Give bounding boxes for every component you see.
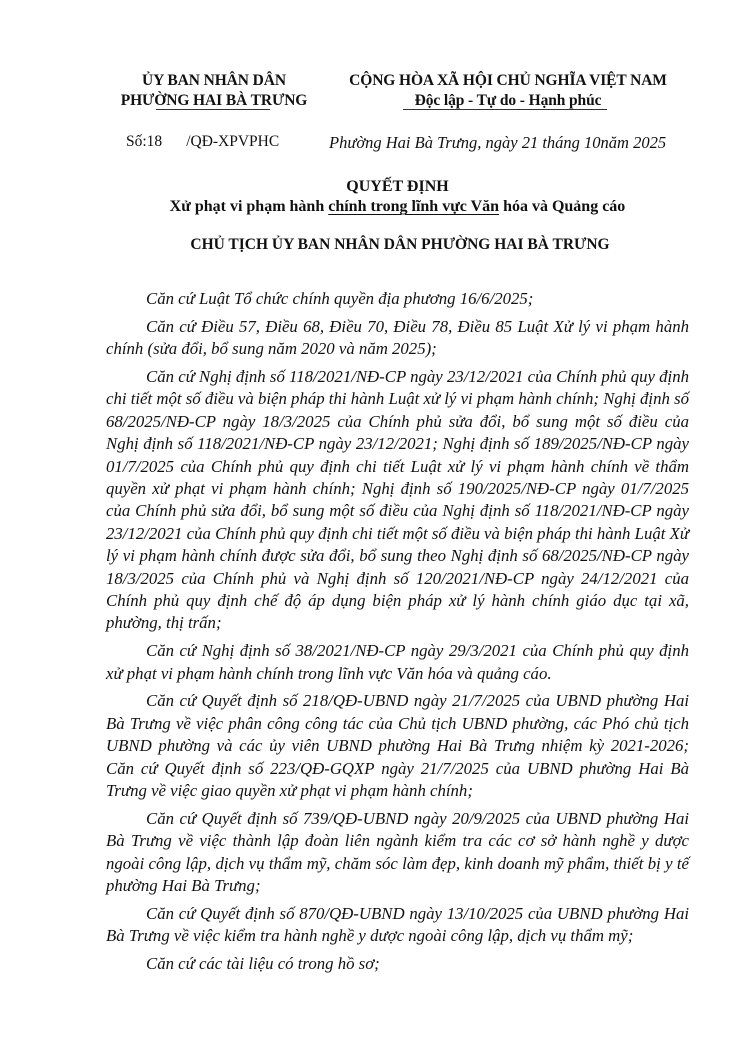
issuing-authority-line1: ỦY BAN NHÂN DÂN	[142, 72, 286, 89]
national-motto	[332, 71, 684, 111]
place-date: Phường Hai Bà Trưng, ngày 21 tháng 10năm 2025	[329, 133, 667, 152]
issuing-authority-line2: PHƯỜNG HAI BÀ TRƯNG	[120, 92, 308, 109]
legal-basis-paragraph: Căn cứ Điều 57, Điều 68, Điều 70, Điều 78, Điều 85 Luật Xử lý vi phạm hành chính (sửa đổi, bổ sung năm 2020 và năm 2025);	[106, 316, 689, 359]
issuing-authority-underline	[156, 109, 270, 110]
legal-basis-paragraph: Căn cứ Nghị định số 38/2021/NĐ-CP ngày 29/3/2021 của Chính phủ quy định xử phạt vi phạm hành chính trong lĩnh vực Văn hóa và quảng cáo.	[106, 641, 689, 683]
reference-number-suffix: /QĐ-XPVPHC	[186, 133, 280, 150]
subtitle-part-3: hóa và Quảng cáo	[499, 198, 626, 215]
reference-number	[126, 133, 279, 151]
subtitle-part-1: Xử phạt vi phạm hành	[169, 198, 329, 215]
reference-number-prefix: Số:18	[126, 133, 163, 150]
legal-basis-paragraph: Căn cứ Luật Tổ chức chính quyền địa phương 16/6/2025;	[146, 289, 534, 308]
motto: Độc lập - Tự do - Hạnh phúc	[414, 92, 602, 109]
legal-basis-paragraph: Căn cứ các tài liệu có trong hồ sơ;	[146, 954, 380, 974]
motto-underline	[403, 109, 607, 110]
issuing-authority	[108, 71, 320, 111]
legal-basis-paragraph: Căn cứ Quyết định số 870/QĐ-UBND ngày 13/10/2025 của UBND phường Hai Bà Trưng về việc kiểm tra hành nghề y dược ngoài công lập, dịch vụ thẩm mỹ;	[106, 903, 689, 946]
subtitle-part-underlined: chính trong lĩnh vực Văn	[328, 198, 500, 215]
document-subtitle	[0, 196, 740, 217]
legal-basis-section	[106, 288, 689, 981]
legal-basis-paragraph: Căn cứ Quyết định số 739/QĐ-UBND ngày 20/9/2025 của UBND phường Hai Bà Trưng về việc thành lập đoàn liên ngành kiểm tra các cơ sở hành nghề y dược ngoài công lập, dịch vụ thẩm mỹ, chăm sóc làm đẹp, kinh doanh mỹ phẩm, thiết bị y tế phường Hai Bà Trưng;	[106, 808, 689, 896]
national-name: CỘNG HÒA XÃ HỘI CHỦ NGHĨA VIỆT NAM	[349, 72, 667, 89]
decision-authority: CHỦ TỊCH ỦY BAN NHÂN DÂN PHƯỜNG HAI BÀ TRƯNG	[190, 236, 610, 253]
document-title: QUYẾT ĐỊNH	[346, 178, 449, 195]
legal-basis-paragraph: Căn cứ Quyết định số 218/QĐ-UBND ngày 21/7/2025 của UBND phường Hai Bà Trưng về việc phân công công tác của Chủ tịch UBND phường, các Phó chủ tịch UBND phường và các ủy viên UBND phường Hai Bà Trưng nhiệm kỳ 2021-2026; Căn cứ Quyết định số 223/QĐ-GQXP ngày 21/7/2025 của UBND phường Hai Bà Trưng về việc giao quyền xử phạt vi phạm hành chính;	[106, 691, 689, 801]
legal-basis-paragraph: Căn cứ Nghị định số 118/2021/NĐ-CP ngày 23/12/2021 của Chính phủ quy định chi tiết một số điều và biện pháp thi hành Luật xử lý vi phạm hành chính; Nghị định số 68/2025/NĐ-CP ngày 18/3/2025 của Chính phủ sửa đổi, bổ sung một số điều của Nghị định số 118/2021/NĐ-CP ngày 23/12/2021; Nghị định số 189/2025/NĐ-CP ngày 01/7/2025 của Chính phủ quy định chi tiết Luật xử lý vi phạm hành chính về thẩm quyền xử phạt vi phạm hành chính; Nghị định số 190/2025/NĐ-CP ngày 01/7/2025 của Chính phủ sửa đổi, bổ sung một số điều của Nghị định số 118/2021/NĐ-CP ngày 23/12/2021 của Chính phủ quy định chi tiết một số điều và biện pháp thi hành Luật Xử lý vi phạm hành chính được sửa đổi, bổ sung theo Nghị định số 68/2025/NĐ-CP ngày 18/3/2025 của Chính phủ và Nghị định số 120/2021/NĐ-CP ngày 24/12/2021 của Chính phủ quy định chế độ áp dụng biện pháp xử lý hành chính giáo dục tại xã, phường, thị trấn;	[106, 367, 689, 633]
